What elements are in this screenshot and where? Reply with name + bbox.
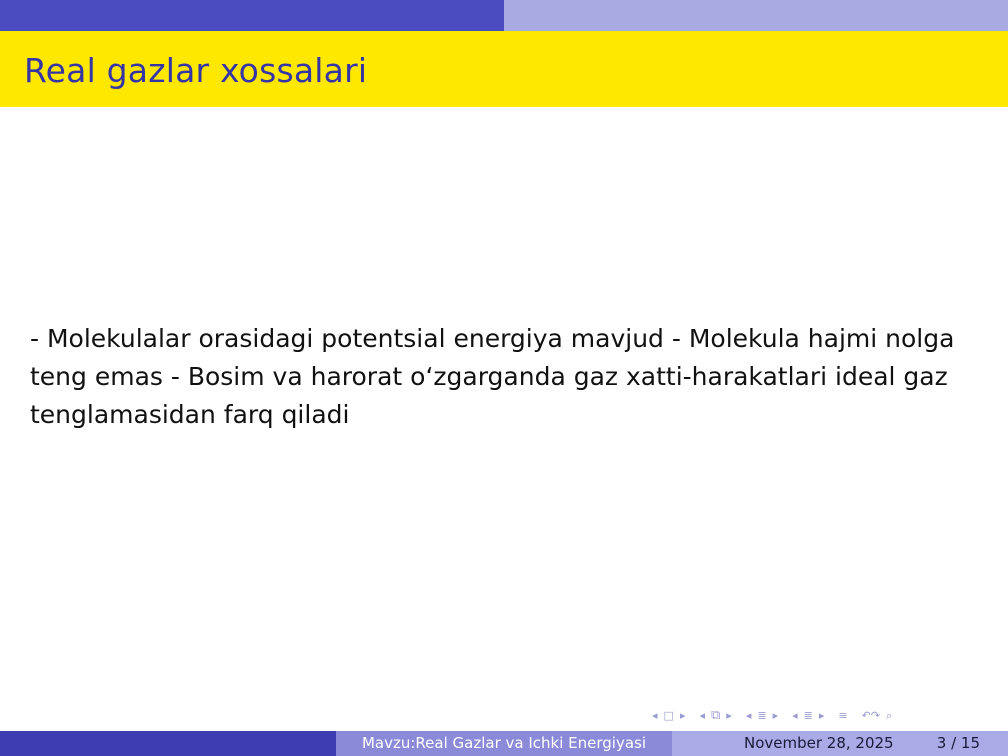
nav-prev-icon[interactable]: ◂ (792, 709, 798, 722)
top-bar-left (0, 0, 504, 31)
footer-date: November 28, 2025 (744, 734, 894, 752)
beamer-navigation-bar (652, 708, 898, 724)
nav-next-icon[interactable]: ▸ (679, 709, 686, 722)
align-icon[interactable]: ≡ (838, 709, 848, 722)
nav-next-icon[interactable]: ▸ (726, 709, 732, 722)
top-bar (0, 0, 1008, 31)
page-number: 3 / 15 (936, 734, 980, 752)
nav-prev-icon[interactable]: ◂ (652, 709, 658, 722)
slide-title: Real gazlar xossalari (24, 51, 368, 90)
frame-title-bar (0, 31, 1008, 107)
nav-prev-icon[interactable]: ◂ (745, 709, 752, 722)
frame-icon[interactable]: □ (663, 709, 674, 722)
footer-left (0, 731, 336, 756)
footer-right (672, 731, 1008, 756)
nav-prev-icon[interactable]: ◂ (699, 709, 705, 722)
footer-title: Mavzu:Real Gazlar va Ichki Energiyasi (336, 731, 672, 756)
back-forward-icon[interactable]: ↶↷ (861, 709, 881, 722)
search-icon[interactable]: ⌕ (886, 709, 893, 722)
subsection-frames-icon[interactable]: ⧉ (711, 708, 721, 723)
section-icon[interactable]: ≣ (803, 709, 813, 722)
slide-body-text: - Molekulalar orasidagi potentsial energiya mavjud - Molekula hajmi nolga teng emas - Bosim va harorat o‘zgarganda gaz xatti-harakatlari ideal gaz tenglamasidan farq qiladi (30, 324, 955, 429)
nav-next-icon[interactable]: ▸ (818, 709, 825, 722)
subsection-icon[interactable]: ≣ (757, 709, 767, 722)
top-bar-right (504, 0, 1008, 31)
nav-next-icon[interactable]: ▸ (772, 709, 779, 722)
footer-bar (0, 731, 1008, 756)
